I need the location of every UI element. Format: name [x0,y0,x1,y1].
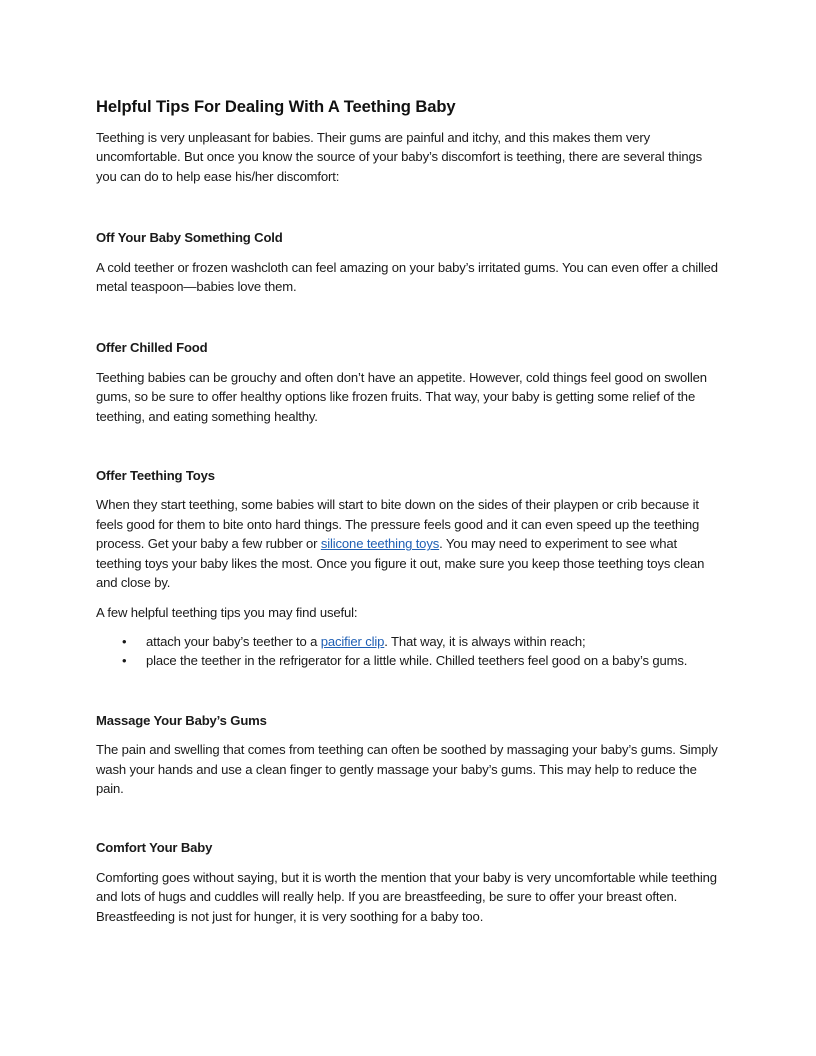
section-heading-cold: Off Your Baby Something Cold [96,230,283,246]
section-heading-massage-gums: Massage Your Baby’s Gums [96,712,267,728]
section-heading-teething-toys: Offer Teething Toys [96,468,215,484]
bullet-icon: • [122,653,127,669]
intro-paragraph: Teething is very unpleasant for babies. Their gums are painful and itchy, and this makes them very uncomfortable. But once you know the source of your baby’s discomfort is teething, there are several things you can do to help ease his/her discomfort: [96,130,702,184]
tip-text-after-link: . That way, it is always within reach; [384,633,586,649]
document-page [96,96,720,926]
section-body-cold: A cold teether or frozen washcloth can feel amazing on your baby’s irritated gums. You can even offer a chilled metal teaspoon—babies love them. [96,259,718,295]
section-body-chilled-food: Teething babies can be grouchy and often don’t have an appetite. However, cold things feel good on swollen gums, so be sure to offer healthy options like frozen fruits. That way, your baby is getting some relief of the teething, and eating something healthy. [96,369,707,424]
body-text-before-link: When they start teething, some babies will start to bite down on the sides of their playpen or crib because it feels good for them to bite onto hard things. The pressure feels good and it can even speed up the teething process. Get your baby a few rubber or [96,497,700,552]
section-heading-comfort-baby: Comfort Your Baby [96,840,213,856]
tip-text: place the teether in the refrigerator for a little while. Chilled teethers feel good on a baby’s gums. [146,653,688,669]
page-title: Helpful Tips For Dealing With A Teething Baby [96,97,456,116]
bullet-icon: • [122,633,127,649]
tips-list [96,632,720,671]
section-body-massage-gums: The pain and swelling that comes from teething can often be soothed by massaging your baby’s gums. Simply wash your hands and use a clean finger to gently massage your baby’s gums. This may help to reduce the pain. [96,742,718,796]
silicone-teething-toys-link[interactable]: silicone teething toys [320,536,440,552]
body-text-after-link: . You may need to experiment to see what teething toys your baby likes the most. Once you figure it out, make sure you keep those teething toys clean and close by. [96,536,705,591]
tips-intro: A few helpful teething tips you may find useful: [96,604,358,620]
section-heading-chilled-food: Offer Chilled Food [96,340,208,356]
tip-text-before-link: attach your baby’s teether to a [146,633,321,649]
section-body-teething-toys [96,495,720,592]
list-item [96,651,720,670]
pacifier-clip-link[interactable]: pacifier clip [320,633,385,649]
section-body-comfort-baby: Comforting goes without saying, but it is worth the mention that your baby is very uncomfortable while teething and lots of hugs and cuddles will really help. If you are breastfeeding, be sure to offer your breast often. Breastfeeding is not just for hunger, it is very soothing for a baby too. [96,869,717,924]
list-item [96,632,720,651]
